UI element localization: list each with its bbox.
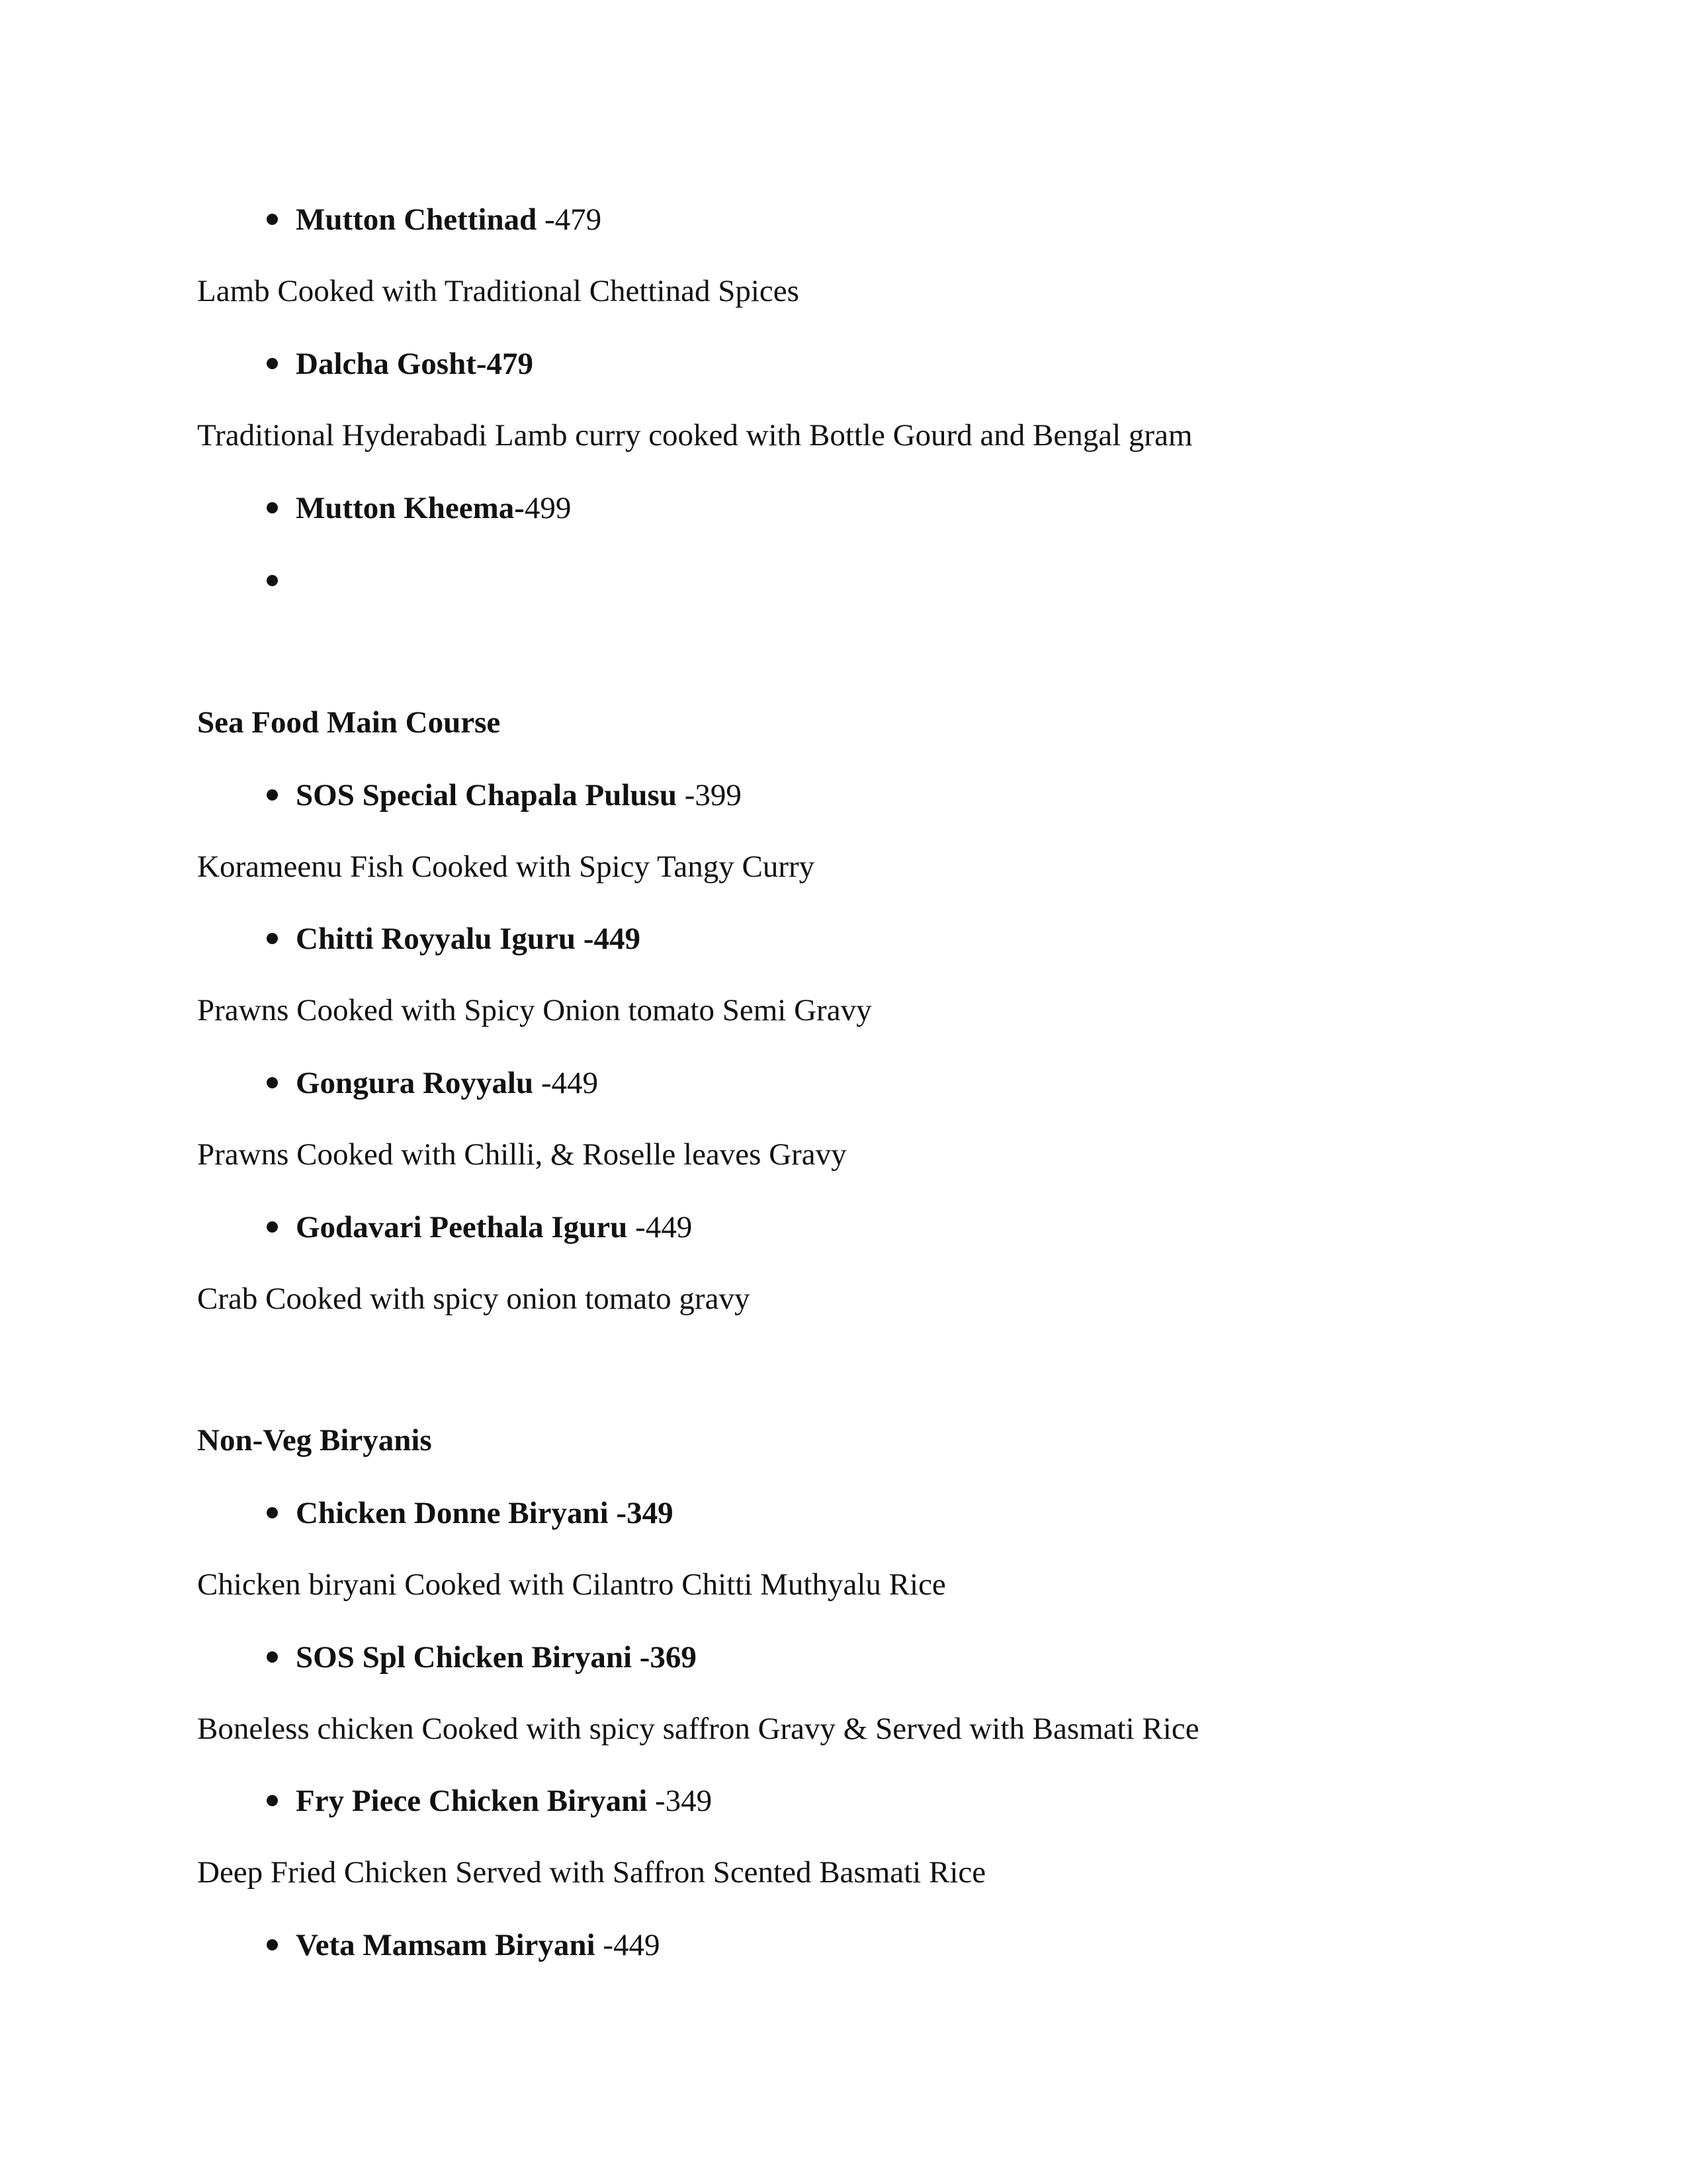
bullet-icon bbox=[267, 933, 278, 944]
bullet-icon bbox=[267, 1939, 278, 1950]
bullet-icon bbox=[267, 358, 278, 369]
dish-description: Deep Fried Chicken Served with Saffron Scented Basmati Rice bbox=[197, 1855, 986, 1890]
bullet-icon bbox=[267, 502, 278, 513]
dish-name: Fry Piece Chicken Biryani bbox=[296, 1784, 648, 1818]
bullet-icon bbox=[267, 1795, 278, 1806]
dish-name: Chicken Donne Biryani -349 bbox=[296, 1496, 673, 1530]
dish-price: -449 bbox=[595, 1928, 660, 1962]
dish-price: 499 bbox=[524, 491, 572, 525]
dish-price: -479 bbox=[537, 202, 602, 237]
dish-name: SOS Special Chapala Pulusu bbox=[296, 778, 677, 812]
dish-description: Crab Cooked with spicy onion tomato gravy bbox=[197, 1282, 750, 1316]
bullet-icon bbox=[267, 1221, 278, 1233]
dish-name: Mutton Kheema- bbox=[296, 491, 525, 525]
dish-description: Prawns Cooked with Spicy Onion tomato Semi Gravy bbox=[197, 993, 872, 1027]
bullet-icon bbox=[267, 1077, 278, 1088]
dish-price: -399 bbox=[676, 778, 742, 812]
dish-name: Mutton Chettinad bbox=[296, 202, 537, 237]
dish-description: Korameenu Fish Cooked with Spicy Tangy Curry bbox=[197, 850, 815, 884]
dish-name: Chitti Royyalu Iguru -449 bbox=[296, 922, 640, 956]
bullet-icon bbox=[267, 575, 278, 586]
dish-description: Boneless chicken Cooked with spicy saffron Gravy & Served with Basmati Rice bbox=[197, 1712, 1199, 1746]
dish-description: Traditional Hyderabadi Lamb curry cooked with Bottle Gourd and Bengal gram bbox=[197, 418, 1193, 453]
bullet-icon bbox=[267, 789, 278, 801]
section-heading: Non-Veg Biryanis bbox=[197, 1423, 432, 1458]
section-heading: Sea Food Main Course bbox=[197, 705, 501, 740]
dish-name: Dalcha Gosht-479 bbox=[296, 347, 534, 381]
dish-description: Prawns Cooked with Chilli, & Roselle leaves Gravy bbox=[197, 1137, 847, 1172]
bullet-icon bbox=[267, 214, 278, 225]
dish-name: SOS Spl Chicken Biryani -369 bbox=[296, 1640, 697, 1675]
dish-name: Veta Mamsam Biryani bbox=[296, 1928, 595, 1962]
dish-description: Lamb Cooked with Traditional Chettinad Spices bbox=[197, 274, 799, 308]
dish-description: Chicken biryani Cooked with Cilantro Chitti Muthyalu Rice bbox=[197, 1567, 946, 1602]
dish-price: -349 bbox=[647, 1784, 713, 1818]
dish-price: -449 bbox=[533, 1066, 598, 1100]
bullet-icon bbox=[267, 1651, 278, 1663]
dish-name: Godavari Peethala Iguru bbox=[296, 1210, 628, 1245]
bullet-icon bbox=[267, 1507, 278, 1518]
dish-name: Gongura Royyalu bbox=[296, 1066, 534, 1100]
dish-price: -449 bbox=[627, 1210, 693, 1245]
